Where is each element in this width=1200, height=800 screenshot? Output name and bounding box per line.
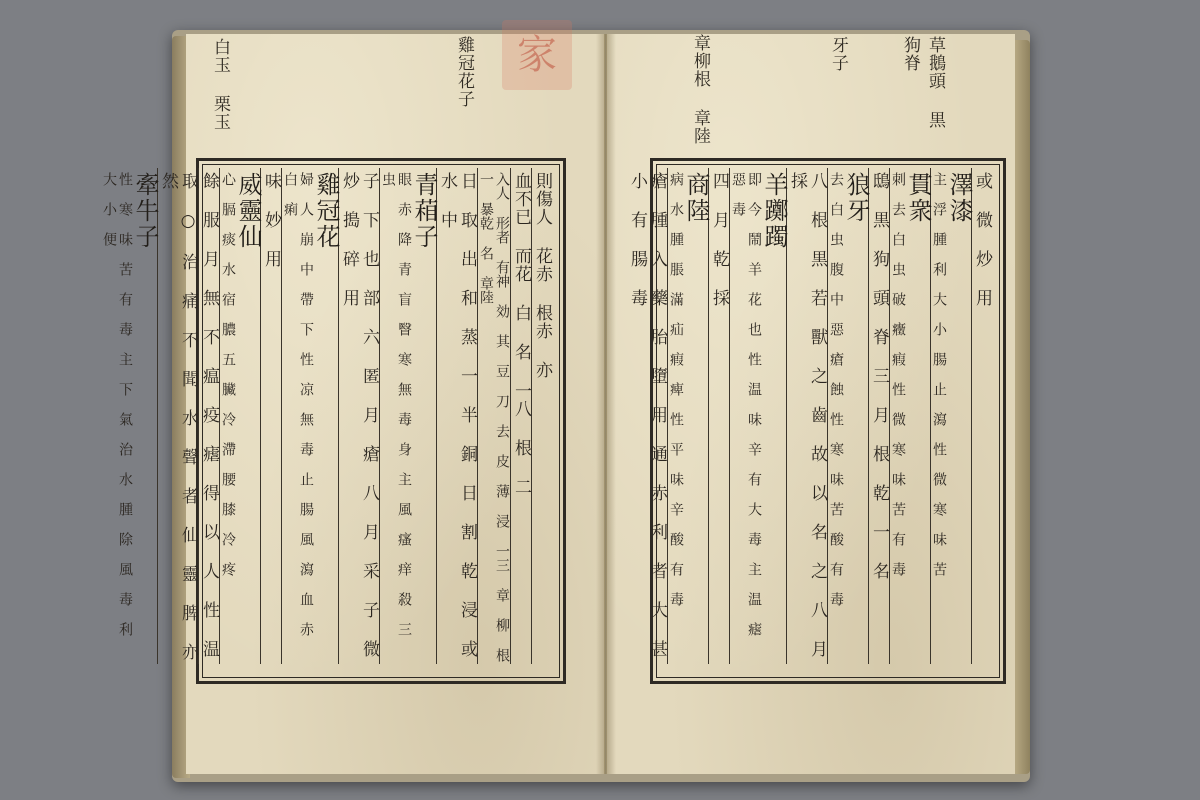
entry-text: 餘 服 月 無 不 瘟 疫 瘧 得 以 人 性 温 [199, 172, 219, 658]
left-col-9 [219, 168, 260, 664]
entry-text: 心 膈 痰 水 宿 膿 五 臟 冷 滯 腰 膝 冷 疼 [220, 172, 236, 576]
right-columns [627, 168, 992, 664]
entry-text: 味 妙 用 [261, 172, 281, 268]
left-columns [101, 168, 552, 664]
entry-heading: 青葙子 [410, 172, 438, 250]
entry-text: 入人 形者 有神 効 其 豆 刀 去 皮 薄 浸 一三 章 柳 根 一 暴乾 名 章陸 [478, 172, 510, 662]
entry-heading: 狼牙 [842, 172, 870, 224]
entry-text: 四 月 乾 採 [709, 172, 729, 307]
entry-text: 子 下 也 部 六 匿 月 瘡 八 月 采 子 微 炒 搗 碎 用 [339, 172, 379, 658]
entry-heading: 澤漆 [945, 172, 973, 224]
library-stamp-glyph: 家 [517, 32, 557, 78]
entry-heading: 商陸 [682, 172, 710, 224]
entry-text: 則傷人 花赤 根赤 亦 [532, 172, 552, 379]
entry-text: 血不已 而花 白 名 一八 根 二 [511, 172, 531, 496]
entry-text: 主 浮 腫 利 大 小 腸 止 瀉 性 微 寒 味 苦 [931, 172, 947, 576]
entry-text: 去 白 虫 腹 中 惡 瘡 蝕 性 寒 味 苦 酸 有 毒 [828, 172, 844, 606]
entry-text: 鴟 黒 狗 頭 脊 三 月 根 乾 一 名 [869, 172, 889, 580]
right-note-2: 牙子 [828, 36, 848, 72]
book-gutter [596, 34, 616, 774]
entry-heading: 貫衆 [904, 172, 932, 224]
right-note-3: 草鵝頭 黒狗脊 [900, 36, 945, 129]
entry-text: 即 今 鬧 羊 花 也 性 温 味 辛 有 大 毒 主 温 瘧 惡 毒 [730, 172, 762, 636]
entry-text: 八 根 黒 若 獸 之 齒 故 以 名 之 八 月 採 [787, 172, 827, 658]
entry-text: 病 水 腫 脹 滿 疝 瘕 痺 性 平 味 辛 酸 有 毒 [668, 172, 684, 606]
entry-text: 婦 人 崩 中 帶 下 性 凉 無 毒 止 腸 風 瀉 血 赤 白 痢 [282, 172, 314, 636]
right-col-2 [930, 168, 971, 664]
right-col-6 [786, 168, 827, 664]
left-col-6 [338, 168, 379, 664]
left-note-1: 白玉 栗玉 [210, 38, 230, 131]
right-col-4 [868, 168, 889, 664]
left-col-5 [379, 168, 436, 664]
right-col-8 [708, 168, 729, 664]
library-stamp [502, 20, 572, 90]
entry-text: 性 寒 味 苦 有 毒 主 下 氣 治 水 腫 除 風 毒 利 大 小 便 [101, 172, 133, 636]
entry-text: 眼 赤 降 青 盲 瞖 寒 無 毒 身 主 風 瘙 痒 殺 三 虫 [380, 172, 412, 636]
left-col-3 [477, 168, 510, 664]
left-col-2 [510, 168, 531, 664]
entry-heading: 羊躑躅 [760, 172, 788, 250]
right-col-1 [971, 168, 992, 664]
right-col-3 [889, 168, 930, 664]
left-col-4 [436, 168, 477, 664]
left-col-11 [157, 168, 198, 664]
right-col-7 [729, 168, 786, 664]
entry-text: 瘡 腫 入 藥 胎 墮 用 通 赤 利 者 大 甚 小 有 腸 毒 [627, 172, 667, 658]
entry-text: 取 ○ 治 痛 不 聞 水 聲 者 仙 靈 脾 亦 然 [158, 172, 198, 661]
entry-text: 或 微 炒 用 [972, 172, 992, 307]
left-col-10 [198, 168, 219, 664]
entry-text: 刺 去 白 虫 破 癥 瘕 性 微 寒 味 苦 有 毒 [890, 172, 906, 576]
right-col-9 [667, 168, 708, 664]
entry-text: 日 取 出 和 蒸 一 半 銅 日 割 乾 浸 或 水 中 [437, 172, 477, 658]
entry-heading: 雞冠花 [312, 172, 340, 250]
left-note-2: 雞冠花子 [454, 36, 474, 108]
left-col-8 [260, 168, 281, 664]
left-col-12 [101, 168, 157, 664]
right-col-5 [827, 168, 868, 664]
entry-heading: 牽牛子 [131, 172, 159, 250]
left-col-7 [281, 168, 338, 664]
right-note-1: 章柳根 章陸 [690, 34, 710, 145]
left-col-1 [531, 168, 552, 664]
right-col-10 [627, 168, 667, 664]
entry-heading: 威靈仙 [234, 172, 262, 250]
